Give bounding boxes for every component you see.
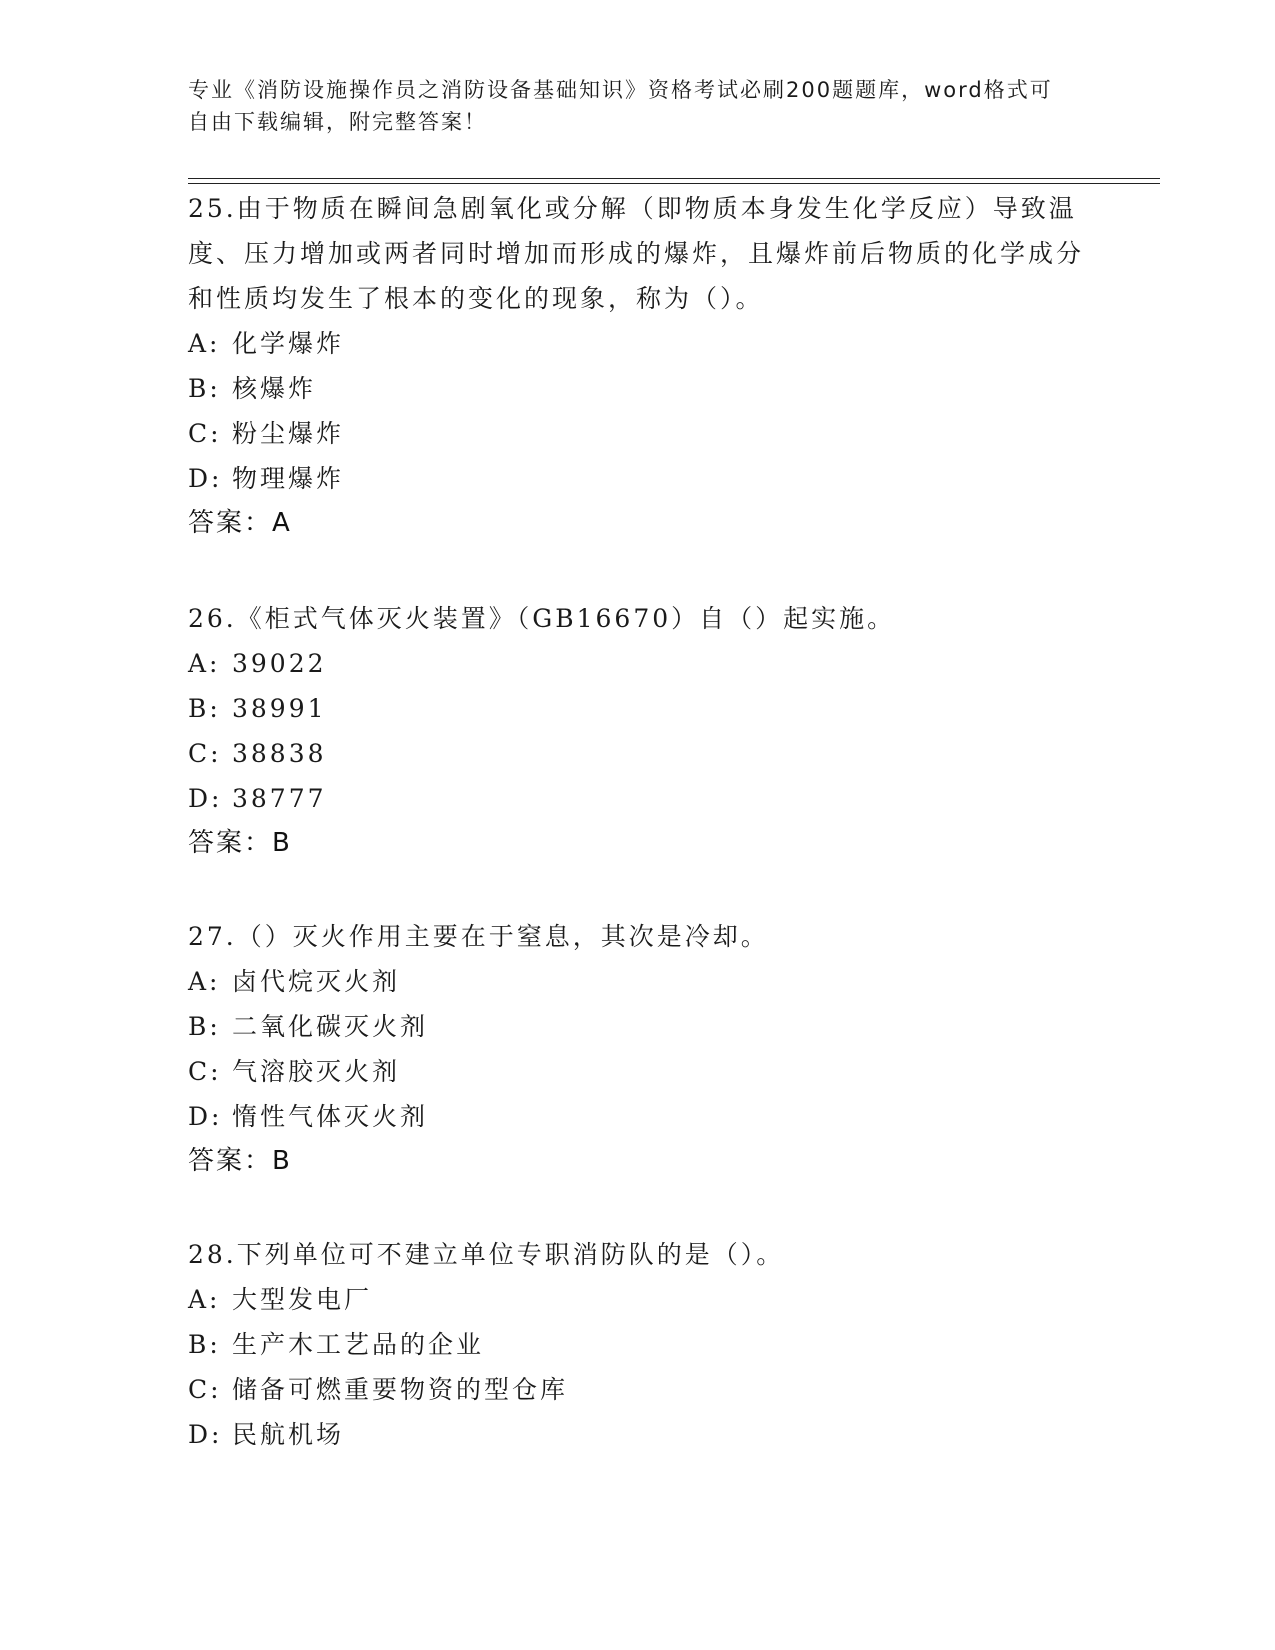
option-b bbox=[188, 1322, 1088, 1367]
question-stem: 28.下列单位可不建立单位专职消防队的是（）。 bbox=[188, 1240, 785, 1269]
option-text: 粉尘爆炸 bbox=[232, 419, 345, 448]
option-key: C: bbox=[188, 739, 222, 768]
document-header: 专业《消防设施操作员之消防设备基础知识》资格考试必刷200题题库，word格式可自由下载编辑，附完整答案！ bbox=[188, 78, 1053, 134]
option-key: D: bbox=[188, 784, 223, 813]
option-key: A: bbox=[188, 329, 221, 358]
option-text: 38777 bbox=[232, 784, 327, 813]
option-key: A: bbox=[188, 1285, 221, 1314]
option-c bbox=[188, 731, 1088, 776]
option-key: C: bbox=[188, 419, 222, 448]
option-key: D: bbox=[188, 1102, 223, 1131]
question-stem: 27.（）灭火作用主要在于窒息，其次是冷却。 bbox=[188, 922, 769, 951]
option-text: 核爆炸 bbox=[232, 374, 317, 403]
option-a bbox=[188, 959, 1088, 1004]
option-text: 化学爆炸 bbox=[232, 329, 345, 358]
option-key: D: bbox=[188, 464, 223, 493]
option-key: C: bbox=[188, 1375, 222, 1404]
option-d bbox=[188, 456, 1088, 501]
option-key: A: bbox=[188, 649, 221, 678]
answer-line: 答案：B bbox=[188, 1146, 292, 1176]
option-key: A: bbox=[188, 967, 221, 996]
option-text: 民航机场 bbox=[232, 1420, 345, 1449]
option-b bbox=[188, 1004, 1088, 1049]
option-a bbox=[188, 641, 1088, 686]
option-key: B: bbox=[188, 1012, 221, 1041]
option-text: 大型发电厂 bbox=[232, 1285, 373, 1314]
option-c bbox=[188, 411, 1088, 456]
header-divider-bottom bbox=[188, 183, 1160, 184]
option-text: 生产木工艺品的企业 bbox=[232, 1330, 485, 1359]
question-27 bbox=[188, 914, 1088, 1184]
option-b bbox=[188, 366, 1088, 411]
option-key: B: bbox=[188, 1330, 221, 1359]
question-stem: 25.由于物质在瞬间急剧氧化或分解（即物质本身发生化学反应）导致温度、压力增加或两者同时增加而形成的爆炸，且爆炸前后物质的化学成分和性质均发生了根本的变化的现象，称为（）。 bbox=[188, 194, 1085, 313]
option-text: 惰性气体灭火剂 bbox=[232, 1102, 429, 1131]
option-key: C: bbox=[188, 1057, 222, 1086]
option-d bbox=[188, 776, 1088, 821]
option-a bbox=[188, 321, 1088, 366]
option-text: 物理爆炸 bbox=[232, 464, 345, 493]
option-a bbox=[188, 1277, 1088, 1322]
question-26 bbox=[188, 596, 1088, 866]
answer-line: 答案：A bbox=[188, 508, 292, 538]
question-25 bbox=[188, 186, 1088, 546]
option-b bbox=[188, 686, 1088, 731]
option-key: B: bbox=[188, 374, 221, 403]
option-c bbox=[188, 1049, 1088, 1094]
option-key: B: bbox=[188, 694, 221, 723]
option-key: D: bbox=[188, 1420, 223, 1449]
option-c bbox=[188, 1367, 1088, 1412]
option-text: 卤代烷灭火剂 bbox=[232, 967, 401, 996]
option-text: 39022 bbox=[232, 649, 327, 678]
option-text: 38991 bbox=[232, 694, 327, 723]
option-text: 二氧化碳灭火剂 bbox=[232, 1012, 429, 1041]
option-text: 气溶胶灭火剂 bbox=[232, 1057, 401, 1086]
option-d bbox=[188, 1412, 1088, 1457]
option-text: 储备可燃重要物资的型仓库 bbox=[232, 1375, 569, 1404]
header-divider-top bbox=[188, 178, 1160, 179]
question-28 bbox=[188, 1232, 1088, 1457]
option-text: 38838 bbox=[232, 739, 327, 768]
answer-line: 答案：B bbox=[188, 828, 292, 858]
option-d bbox=[188, 1094, 1088, 1139]
question-stem: 26.《柜式气体灭火装置》（GB16670）自（）起实施。 bbox=[188, 604, 896, 633]
